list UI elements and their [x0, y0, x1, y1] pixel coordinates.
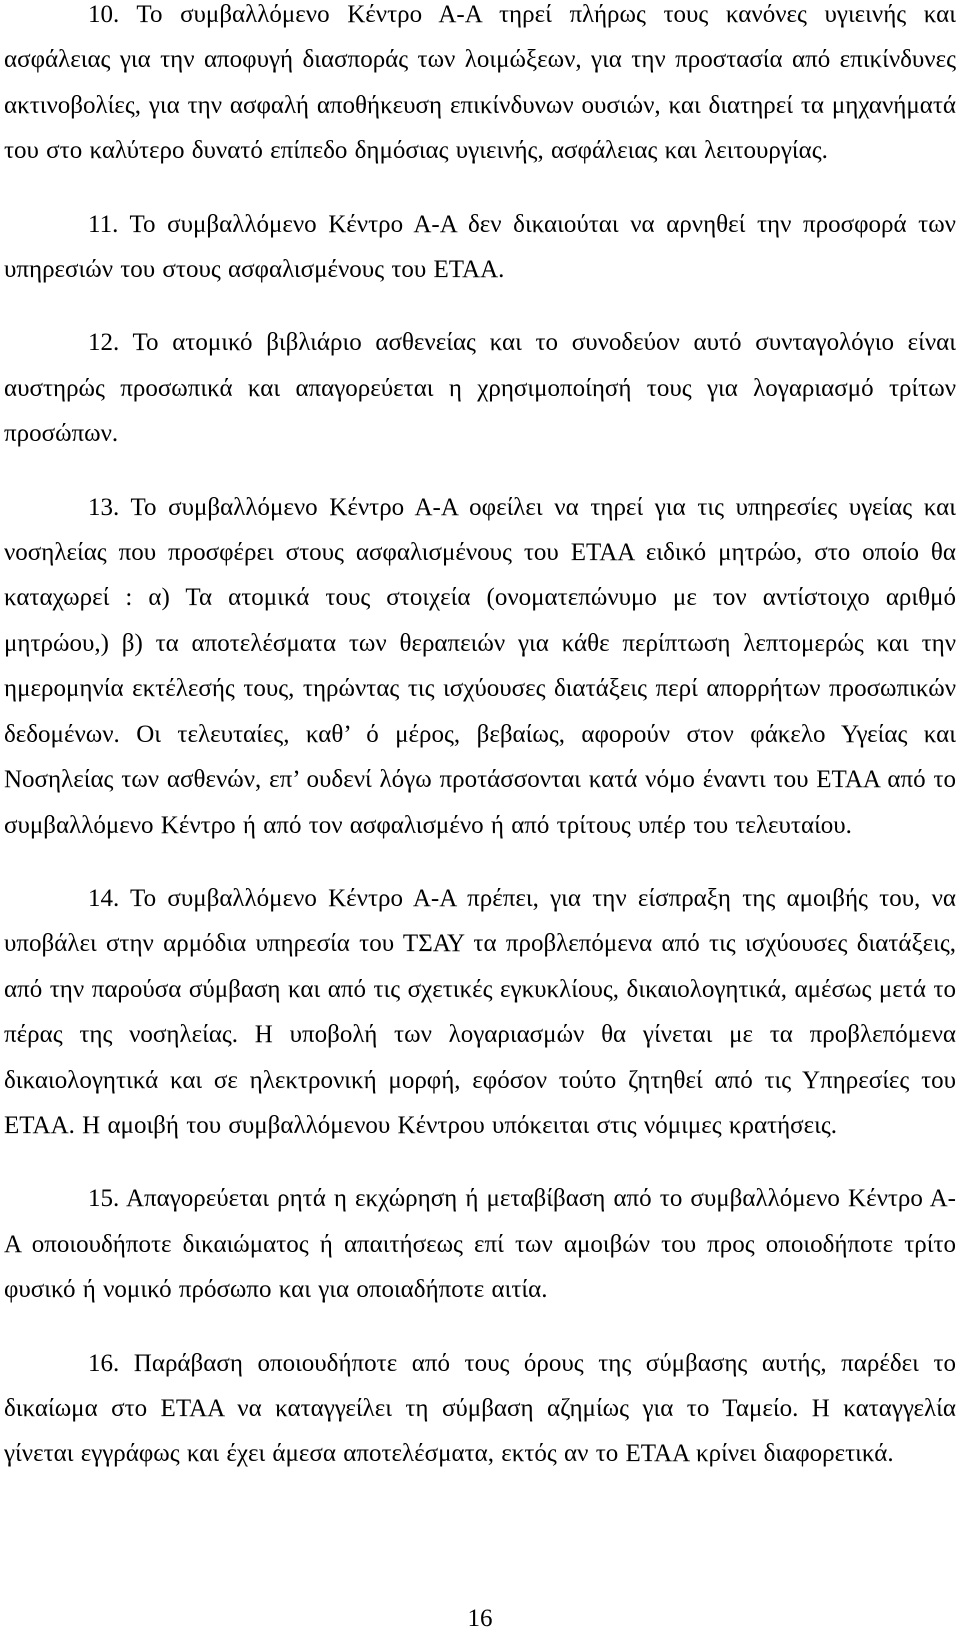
clause-12: 12. Το ατομικό βιβλιάριο ασθενείας και το συνοδεύον αυτό συνταγολόγιο είναι αυστηρώς προσωπικά και απαγορεύεται η χρησιμοποίησή τους για λογαριασμό τρίτων προσώπων. — [4, 329, 956, 448]
clause-13: 13. Το συμβαλλόμενο Κέντρο Α-Α οφείλει να τηρεί για τις υπηρεσίες υγείας και νοσηλείας που προσφέρει στους ασφαλισμένους του ΕΤΑΑ ειδικό μητρώο, στο οποίο θα καταχωρεί : α) Τα ατομικά τους στοιχεία (ονοματεπώνυμο με τον αντίστοιχο αριθμό μητρώου,) β) τα αποτελέσματα των θεραπειών για κάθε περίπτωση λεπτομερώς και την ημερομηνία εκτέλεσής τους, τηρώντας τις ισχύουσες διατάξεις περί απορρήτων προσωπικών δεδομένων. Οι τελευταίες, καθ’ ό μέρος, βεβαίως, αφορούν στον φάκελο Υγείας και Νοσηλείας των ασθενών, επ’ ουδενί λόγω προτάσσονται κατά νόμο έναντι του ΕΤΑΑ από το συμβαλλόμενο Κέντρο ή από τον ασφαλισμένο ή από τρίτους υπέρ του τελευταίου. — [4, 493, 956, 839]
clause-11: 11. Το συμβαλλόμενο Κέντρο Α-Α δεν δικαιούται να αρνηθεί την προσφορά των υπηρεσιών του στους ασφαλισμένους του ΕΤΑΑ. — [4, 210, 956, 284]
document-page — [4, 0, 956, 1505]
clause-10: 10. Το συμβαλλόμενο Κέντρο Α-Α τηρεί πλήρως τους κανόνες υγιεινής και ασφάλειας για την αποφυγή διασποράς των λοιμώξεων, για την προστασία από επικίνδυνες ακτινοβολίες, για την ασφαλή αποθήκευση επικίνδυνων ουσιών, και διατηρεί τα μηχανήματά του στο καλύτερο δυνατό επίπεδο δημόσιας υγιεινής, ασφάλειας και λειτουργίας. — [4, 1, 956, 165]
page-number: 16 — [467, 1605, 493, 1632]
clause-15: 15. Απαγορεύεται ρητά η εκχώρηση ή μεταβίβαση από το συμβαλλόμενο Κέντρο Α-Α οποιουδήποτε δικαιώματος ή απαιτήσεως επί των αμοιβών του προς οποιοδήποτε τρίτο φυσικό ή νομικό πρόσωπο και για οποιαδήποτε αιτία. — [4, 1185, 956, 1304]
clause-16: 16. Παράβαση οποιουδήποτε από τους όρους της σύμβασης αυτής, παρέδει το δικαίωμα στο ΕΤΑΑ να καταγγείλει τη σύμβαση αζημίως για το Ταμείο. Η καταγγελία γίνεται εγγράφως και έχει άμεσα αποτελέσματα, εκτός αν το ΕΤΑΑ κρίνει διαφορετικά. — [4, 1349, 956, 1468]
clause-14: 14. Το συμβαλλόμενο Κέντρο Α-Α πρέπει, για την είσπραξη της αμοιβής του, να υποβάλει στην αρμόδια υπηρεσία του ΤΣΑΥ τα προβλεπόμενα από τις ισχύουσες διατάξεις, από την παρούσα σύμβαση και από τις σχετικές εγκυκλίους, δικαιολογητικά, αμέσως μετά το πέρας της νοσηλείας. Η υποβολή των λογαριασμών θα γίνεται με τα προβλεπόμενα δικαιολογητικά και σε ηλεκτρονική μορφή, εφόσον τούτο ζητηθεί από τις Υπηρεσίες του ΕΤΑΑ. Η αμοιβή του συμβαλλόμενου Κέντρου υπόκειται στις νόμιμες κρατήσεις. — [4, 884, 956, 1139]
